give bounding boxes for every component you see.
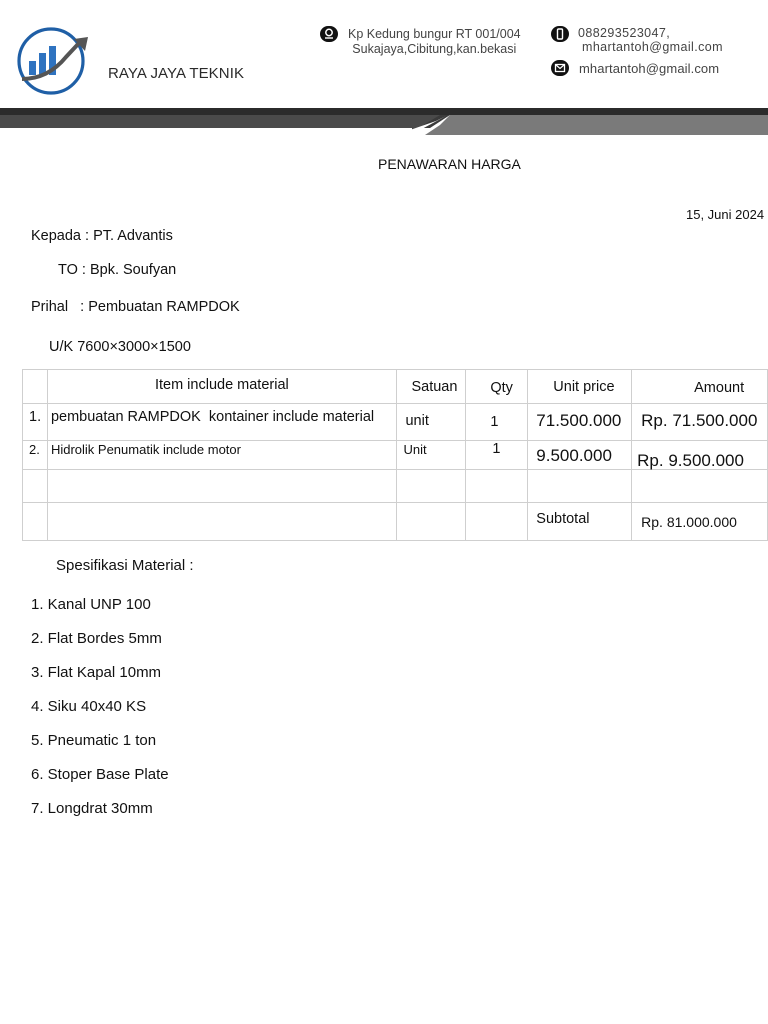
document-title: PENAWARAN HARGA <box>378 156 521 172</box>
table-row-empty <box>23 470 768 503</box>
company-logo <box>14 27 94 97</box>
phone-icon <box>551 26 569 42</box>
quotation-table <box>22 369 768 541</box>
row-amount: Rp. 71.500.000 <box>641 411 758 430</box>
row-unit: unit <box>405 413 429 429</box>
address-line-1: Kp Kedung bungur RT 001/004 <box>348 27 521 41</box>
company-name: RAYA JAYA TEKNIK <box>108 65 245 82</box>
header-item: Item include material <box>154 377 289 393</box>
header-amount: Amount <box>694 380 745 396</box>
table-header-row <box>23 370 768 404</box>
row-item: pembuatan RAMPDOK kontainer include material <box>50 409 375 425</box>
mail-icon <box>551 60 569 76</box>
row-unit-price: 71.500.000 <box>536 411 622 430</box>
row-item: Hidrolik Penumatik include motor <box>50 442 241 457</box>
header-banner <box>0 108 768 136</box>
document-date: 15, Juni 2024 <box>686 207 765 222</box>
list-item: 7. Longdrat 30mm <box>31 800 153 817</box>
row-number: 1. <box>29 409 42 425</box>
subject-line: Prihal : Pembuatan RAMPDOK <box>31 299 240 315</box>
company-email: mhartantoh@gmail.com <box>579 61 720 76</box>
list-item: 2. Flat Bordes 5mm <box>31 630 162 647</box>
list-item: 4. Siku 40x40 KS <box>31 698 147 715</box>
row-qty: 1 <box>490 414 499 430</box>
row-number: 2. <box>29 442 40 457</box>
attention-line: TO : Bpk. Soufyan <box>58 262 177 278</box>
list-item: 3. Flat Kapal 10mm <box>31 664 162 681</box>
company-address <box>348 27 521 57</box>
row-amount: Rp. 9.500.000 <box>637 451 744 470</box>
row-qty: 1 <box>492 441 501 457</box>
dimensions-line: U/K 7600×3000×1500 <box>49 339 191 355</box>
table-row <box>23 441 768 470</box>
location-icon <box>320 26 338 42</box>
table-row <box>23 404 768 441</box>
header-qty: Qty <box>490 380 513 396</box>
spec-title: Spesifikasi Material : <box>56 557 194 574</box>
address-line-2: Sukajaya,Cibitung,kan.bekasi <box>352 42 517 56</box>
header-unit-price: Unit price <box>553 379 615 395</box>
header-unit: Satuan <box>411 379 458 395</box>
subtotal-value: Rp. 81.000.000 <box>641 514 737 530</box>
row-unit: Unit <box>403 442 427 457</box>
recipient-line: Kepada : PT. Advantis <box>31 228 173 244</box>
list-item: 6. Stoper Base Plate <box>31 766 169 783</box>
list-item: 5. Pneumatic 1 ton <box>31 732 157 749</box>
phone-line-1: 088293523047, <box>578 26 671 40</box>
list-item: 1. Kanal UNP 100 <box>31 596 151 613</box>
company-phone <box>578 26 723 54</box>
phone-line-2: mhartantoh@gmail.com <box>582 40 723 54</box>
subtotal-label: Subtotal <box>536 511 590 527</box>
table-subtotal-row <box>23 503 768 541</box>
row-unit-price: 9.500.000 <box>536 446 612 465</box>
